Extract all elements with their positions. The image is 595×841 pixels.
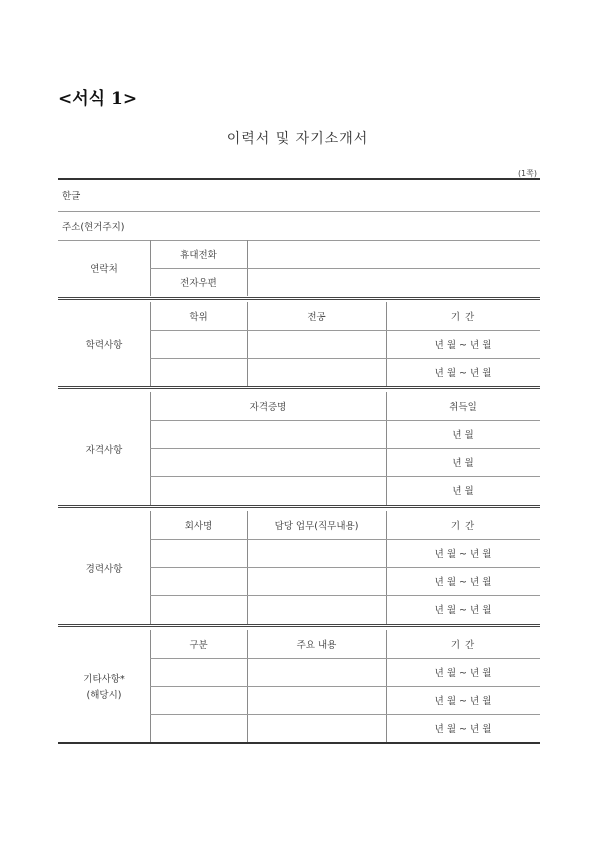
career-period-3: 년 월 ~ 년 월 bbox=[434, 605, 492, 616]
education-header-degree: 학위 bbox=[189, 312, 208, 323]
section-rule bbox=[58, 624, 540, 627]
career-period-2: 년 월 ~ 년 월 bbox=[434, 577, 492, 588]
certificates-header-name: 자격증명 bbox=[249, 402, 287, 413]
career-section-label: 경력사항 bbox=[85, 563, 123, 575]
bottom-rule bbox=[58, 742, 540, 744]
section-rule bbox=[58, 297, 540, 300]
career-header-period: 기 간 bbox=[450, 521, 476, 532]
email-label: 전자우편 bbox=[180, 278, 217, 289]
other-period-3: 년 월 ~ 년 월 bbox=[434, 724, 492, 735]
career-period-1: 년 월 ~ 년 월 bbox=[434, 549, 492, 560]
other-period-1: 년 월 ~ 년 월 bbox=[434, 668, 492, 679]
career-header-company: 회사명 bbox=[184, 521, 213, 532]
education-period-2: 년 월 ~ 년 월 bbox=[434, 368, 492, 379]
education-section-label: 학력사항 bbox=[85, 340, 123, 351]
other-header-content: 주요 내용 bbox=[296, 640, 337, 651]
other-header-period: 기 간 bbox=[450, 640, 476, 651]
education-period-1: 년 월 ~ 년 월 bbox=[434, 340, 492, 351]
certificates-section-label: 자격사항 bbox=[85, 444, 123, 456]
education-header-major: 전공 bbox=[307, 312, 326, 323]
other-section-note: (해당시) bbox=[86, 690, 122, 701]
document-title: 이력서 및 자기소개서 bbox=[226, 131, 369, 147]
other-section-label: 기타사항* bbox=[83, 674, 125, 685]
other-header-category: 구분 bbox=[189, 640, 208, 651]
mobile-label: 휴대전화 bbox=[180, 250, 217, 261]
certificates-date-2: 년 월 bbox=[452, 458, 474, 469]
certificates-date-3: 년 월 bbox=[452, 486, 474, 497]
education-header-period: 기 간 bbox=[450, 312, 476, 323]
certificates-header-date: 취득일 bbox=[449, 402, 477, 413]
section-rule bbox=[58, 386, 540, 389]
form-label: <서식 1> bbox=[58, 89, 138, 109]
career-header-duty: 담당 업무(직무내용) bbox=[274, 521, 359, 532]
page-mark: (1쪽) bbox=[517, 169, 537, 178]
name-label: 한글 bbox=[62, 191, 81, 202]
certificates-date-1: 년 월 bbox=[452, 430, 474, 441]
other-period-2: 년 월 ~ 년 월 bbox=[434, 696, 492, 707]
address-label: 주소(현거주지) bbox=[62, 222, 125, 233]
section-rule bbox=[58, 505, 540, 508]
contact-label: 연락처 bbox=[90, 264, 118, 275]
